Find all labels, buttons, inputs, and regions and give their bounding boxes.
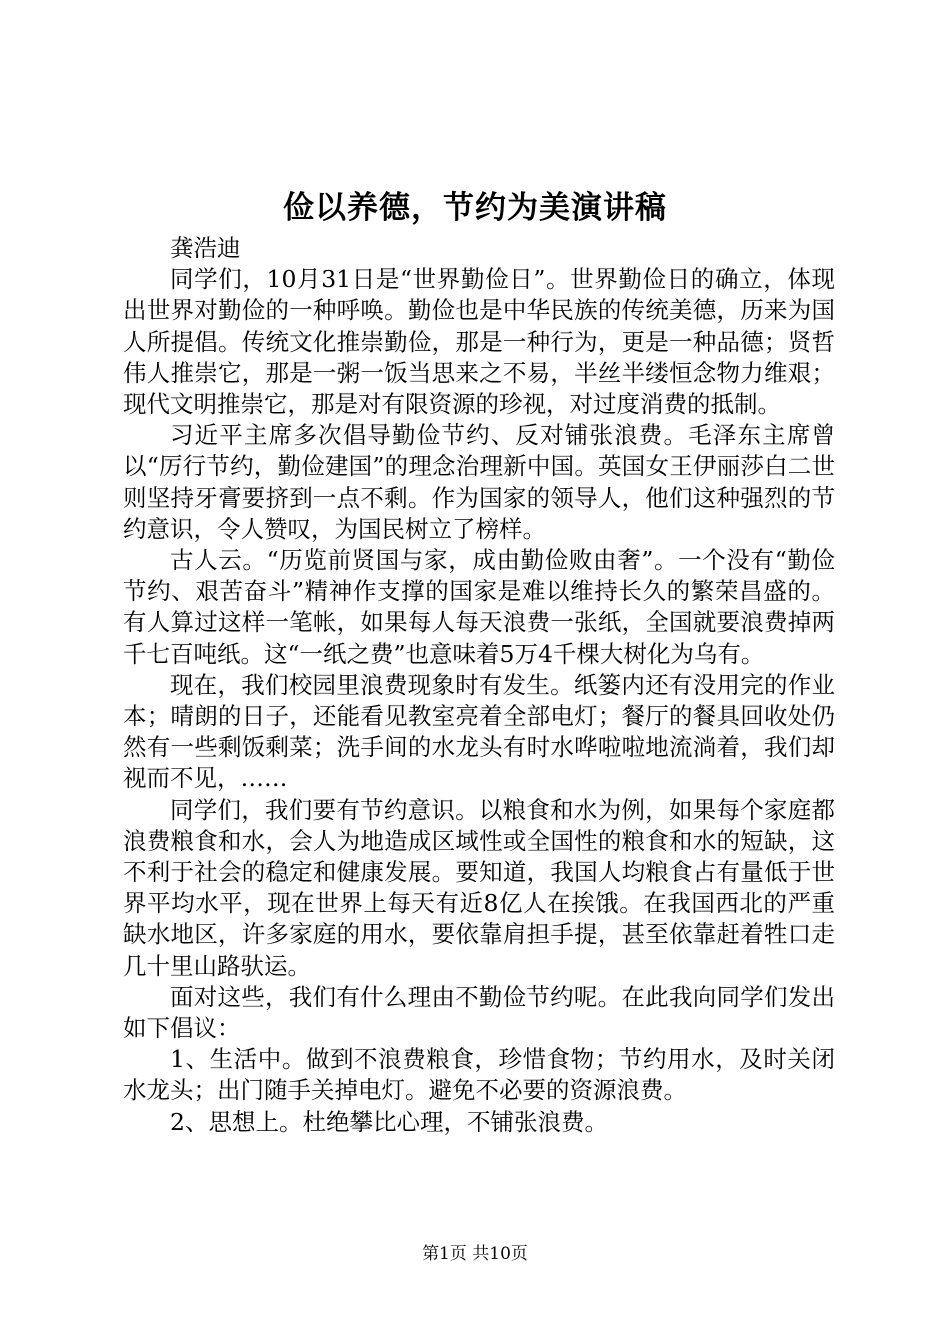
- paragraph-2: 习近平主席多次倡导勤俭节约、反对铺张浪费。毛泽东主席曾以“厉行节约，勤俭建国”的理念治理新中国。英国女王伊丽莎白二世则坚持牙膏要挤到一点不剩。作为国家的领导人，他们这种强烈的节约意识，令人赞叹，为国民树立了榜样。: [123, 421, 835, 543]
- document-body: [123, 233, 835, 1138]
- paragraph-1: 同学们，10月31日是“世界勤俭日”。世界勤俭日的确立，体现出世界对勤俭的一种呼唤。勤俭也是中华民族的传统美德，历来为国人所提倡。传统文化推崇勤俭，那是一种行为，更是一种品德；贤哲伟人推崇它，那是一粥一饭当思来之不易，半丝半缕恒念物力维艰；现代文明推崇它，那是对有限资源的珍视，对过度消费的抵制。: [123, 265, 835, 419]
- paragraph-5: 同学们，我们要有节约意识。以粮食和水为例，如果每个家庭都浪费粮食和水，会人为地造成区域性或全国性的粮食和水的短缺，这不利于社会的稳定和健康发展。要知道，我国人均粮食占有量低于世界平均水平，现在世界上每天有近8亿人在挨饿。在我国西北的严重缺水地区，许多家庭的用水，要依靠肩担手提，甚至依靠赶着牲口走几十里山路驮运。: [123, 795, 835, 980]
- page-number-footer: 第1页 共10页: [422, 1244, 528, 1264]
- document-title: 俭以养德，节约为美演讲稿: [283, 190, 667, 226]
- paragraph-7: 1、生活中。做到不浪费粮食，珍惜食物；节约用水，及时关闭水龙头；出门随手关掉电灯。避免不必要的资源浪费。: [123, 1045, 835, 1105]
- paragraph-4: 现在，我们校园里浪费现象时有发生。纸篓内还有没用完的作业本；晴朗的日子，还能看见教室亮着全部电灯；餐厅的餐具回收处仍然有一些剩饭剩菜；洗手间的水龙头有时水哗啦啦地流淌着，我们却视而不见，……: [123, 670, 835, 793]
- paragraph-8: 2、思想上。杜绝攀比心理，不铺张浪费。: [170, 1107, 608, 1136]
- paragraph-3: 古人云。“历览前贤国与家，成由勤俭败由奢”。一个没有“勤俭节约、艰苦奋斗”精神作支撑的国家是难以维持长久的繁荣昌盛的。有人算过这样一笔帐，如果每人每天浪费一张纸，全国就要浪费掉两千七百吨纸。这“一纸之费”也意味着5万4千棵大树化为乌有。: [123, 546, 835, 668]
- author-line: 龚浩迪: [170, 234, 241, 262]
- paragraph-6: 面对这些，我们有什么理由不勤俭节约呢。在此我向同学们发出如下倡议：: [123, 982, 835, 1043]
